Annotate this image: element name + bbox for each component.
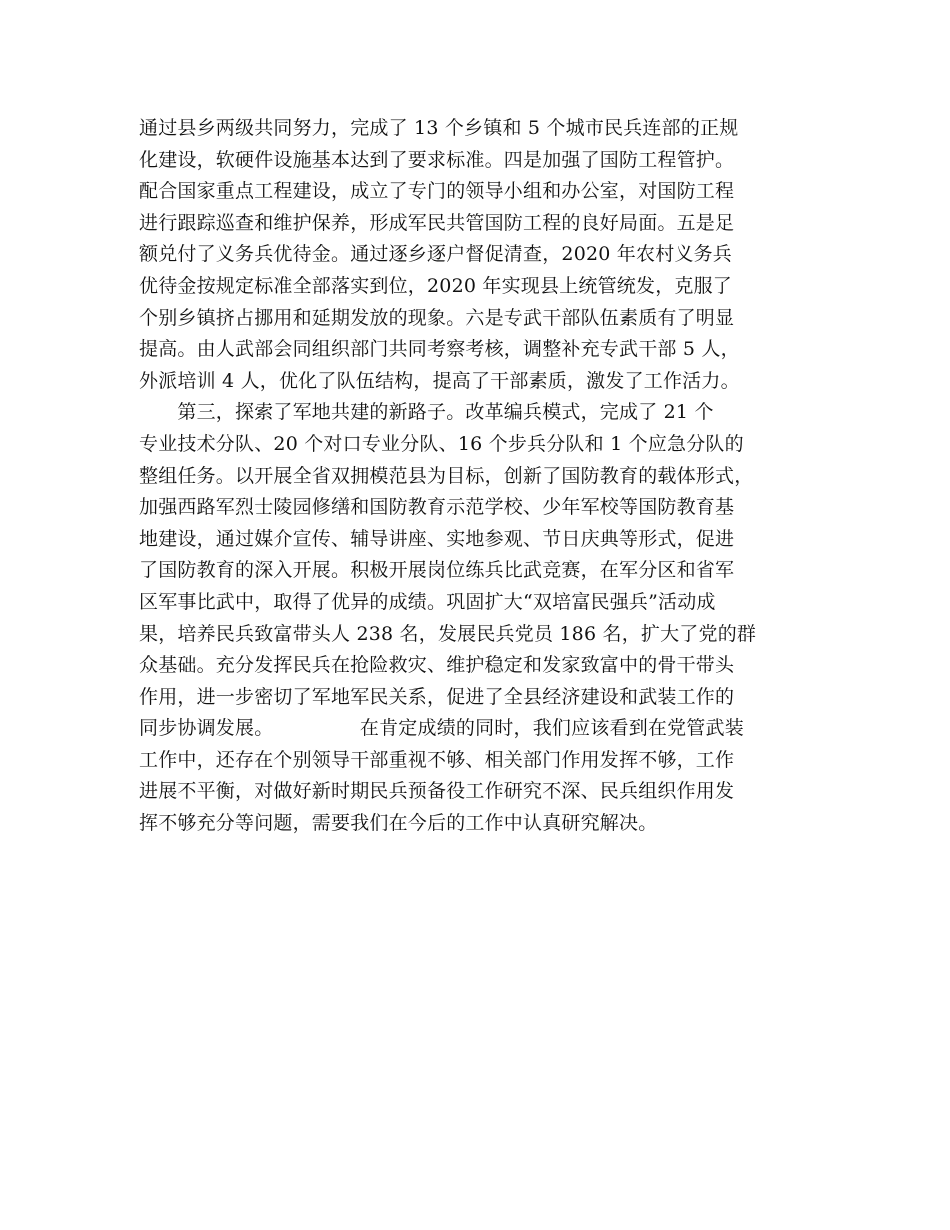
body-text [139, 113, 819, 840]
text-line: 进展不平衡，对做好新时期民兵预备役工作研究不深、民兵组织作用发 [139, 780, 735, 803]
text-line: 通过县乡两级共同努力，完成了 13 个乡镇和 5 个城市民兵连部的正规 [139, 117, 739, 139]
text-line: 了国防教育的深入开展。积极开展岗位练兵比武竞赛，在军分区和省军 [139, 559, 735, 582]
text-line: 工作中，还存在个别领导干部重视不够、相关部门作用发挥不够，工作 [139, 748, 735, 771]
text-line: 果，培养民兵致富带头人 238 名，发展民兵党员 186 名，扩大了党的群 [139, 622, 757, 645]
text-line: 第三，探索了军地共建的新路子。改革编兵模式，完成了 21 个 [139, 401, 714, 424]
text-line: 化建设，软硬件设施基本达到了要求标准。四是加强了国防工程管护。 [139, 148, 735, 171]
text-line: 区军事比武中，取得了优异的成绩。巩固扩大“双培富民强兵”活动成 [139, 590, 716, 613]
text-line: 进行跟踪巡查和维护保养，形成军民共管国防工程的良好局面。五是足 [139, 211, 735, 234]
text-line: 加强西路军烈士陵园修缮和国防教育示范学校、少年军校等国防教育基 [139, 496, 735, 519]
text-line: 专业技术分队、20 个对口专业分队、16 个步兵分队和 1 个应急分队的 [139, 432, 744, 455]
text-line: 挥不够充分等问题，需要我们在今后的工作中认真研究解决。 [139, 812, 658, 835]
text-line: 同步协调发展。 在肯定成绩的同时，我们应该看到在党管武装 [139, 717, 744, 740]
text-line: 配合国家重点工程建设，成立了专门的领导小组和办公室，对国防工程 [139, 180, 735, 203]
text-line: 个别乡镇挤占挪用和延期发放的现象。六是专武干部队伍素质有了明显 [139, 306, 735, 329]
text-line: 外派培训 4 人，优化了队伍结构，提高了干部素质，激发了工作活力。 [139, 369, 740, 392]
text-line: 众基础。充分发挥民兵在抢险救灾、维护稳定和发家致富中的骨干带头 [139, 654, 735, 677]
text-line: 地建设，通过媒介宣传、辅导讲座、实地参观、节日庆典等形式，促进 [139, 527, 735, 550]
text-line: 额兑付了义务兵优待金。通过逐乡逐户督促清查，2020 年农村义务兵 [139, 243, 732, 266]
text-line: 整组任务。以开展全省双拥模范县为目标，创新了国防教育的载体形式， [139, 464, 754, 487]
text-line: 作用，进一步密切了军地军民关系，促进了全县经济建设和武装工作的 [139, 685, 735, 708]
text-line: 提高。由人武部会同组织部门共同考察考核，调整补充专武干部 5 人， [139, 338, 740, 361]
text-line: 优待金按规定标准全部落实到位，2020 年实现县上统管统发，克服了 [139, 274, 732, 297]
